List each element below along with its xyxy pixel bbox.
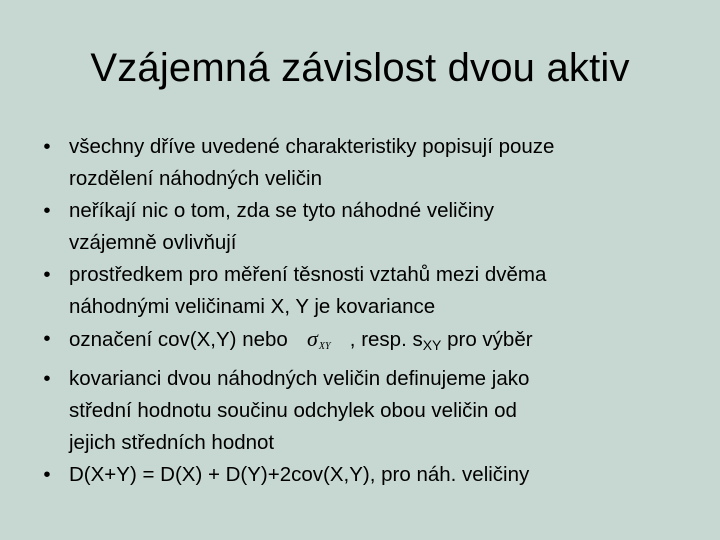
bullet-text-line: vzájemně ovlivňují bbox=[69, 231, 237, 254]
bullet-text-line: D(X+Y) = D(X) + D(Y)+2cov(X,Y), pro náh. veličiny bbox=[69, 463, 530, 486]
sxy-subscript: XY bbox=[422, 337, 442, 353]
bullet-icon: • bbox=[43, 327, 51, 350]
bullet-icon: • bbox=[43, 135, 51, 158]
sigma-symbol: σ bbox=[307, 326, 318, 351]
bullet-text-line: neříkají nic o tom, zda se tyto náhodné veličiny bbox=[69, 199, 495, 222]
bullet-text-line: rozdělení náhodných veličin bbox=[69, 167, 322, 190]
bullet-item-5 bbox=[40, 363, 700, 459]
covariance-notation-text: označení cov(X,Y) nebo bbox=[69, 328, 288, 351]
bullet-text-line: náhodnými veličinami X, Y je kovariance bbox=[69, 295, 436, 318]
bullet-text-line: prostředkem pro měření těsnosti vztahů mezi dvěma bbox=[69, 263, 547, 286]
bullet-item-3 bbox=[40, 259, 700, 323]
bullet-text-line: všechny dříve uvedené charakteristiky popisují pouze bbox=[69, 135, 555, 158]
bullet-icon: • bbox=[43, 463, 51, 486]
bullet-icon: • bbox=[43, 199, 51, 222]
bullet-item-1 bbox=[40, 131, 700, 195]
bullet-text-line: jejich středních hodnot bbox=[69, 431, 275, 454]
bullet-text-line: kovarianci dvou náhodných veličin definujeme jako bbox=[69, 367, 530, 390]
bullet-item-4 bbox=[40, 323, 700, 363]
bullet-item-6 bbox=[40, 459, 700, 491]
bullet-item-2 bbox=[40, 195, 700, 259]
sample-suffix-text: pro výběr bbox=[441, 328, 533, 351]
bullet-text-line: střední hodnotu součinu odchylek obou veličin od bbox=[69, 399, 517, 422]
sigma-subscript: XY bbox=[318, 341, 331, 352]
bullet-icon: • bbox=[43, 367, 51, 390]
sigma-xy-formula bbox=[288, 323, 350, 363]
bullet-list bbox=[40, 131, 700, 491]
sample-notation-text: , resp. s bbox=[349, 328, 423, 351]
slide-title: Vzájemná závislost dvou aktiv bbox=[90, 46, 630, 90]
bullet-text-line bbox=[69, 323, 700, 363]
bullet-icon: • bbox=[43, 263, 51, 286]
